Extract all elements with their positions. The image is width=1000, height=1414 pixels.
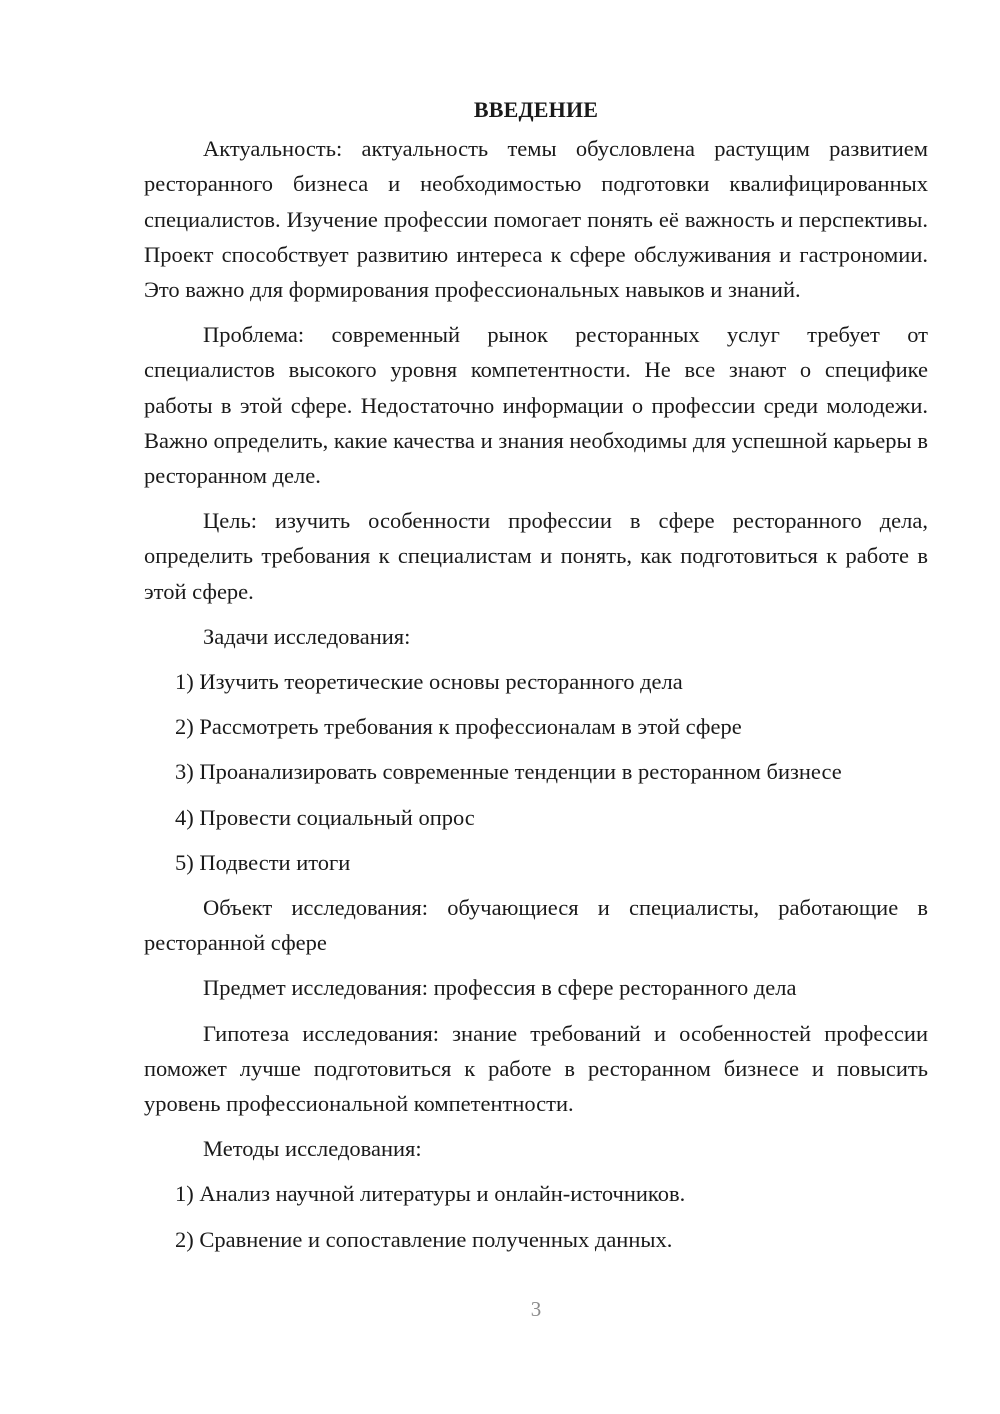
page-number: 3: [530, 1297, 542, 1321]
goal-paragraph: Цель: изучить особенности профессии в сфере ресторанного дела, определить требования к специалистам и понять, как подготовиться к работе в этой сфере.: [144, 508, 928, 604]
task-item-3: 3) Проанализировать современные тенденции в ресторанном бизнесе: [175, 759, 842, 785]
page-title: ВВЕДЕНИЕ: [473, 97, 599, 122]
task-item-2: 2) Рассмотреть требования к профессионалам в этой сфере: [175, 714, 742, 740]
task-item-1: 1) Изучить теоретические основы ресторанного дела: [175, 669, 683, 695]
subject-paragraph: Предмет исследования: профессия в сфере ресторанного дела: [203, 975, 797, 1001]
relevance-paragraph: Актуальность: актуальность темы обусловлена растущим развитием ресторанного бизнеса и необходимостью подготовки квалифицированных специалистов. Изучение профессии помогает понять её важность и перспективы. Проект способствует развитию интереса к сфере обслуживания и гастрономии. Это важно для формирования профессиональных навыков и знаний.: [144, 136, 928, 303]
object-paragraph: Объект исследования: обучающиеся и специалисты, работающие в ресторанной сфере: [144, 895, 928, 956]
document-page: [144, 92, 928, 1267]
problem-paragraph: Проблема: современный рынок ресторанных услуг требует от специалистов высокого уровня компетентности. Не все знают о специфике работы в этой сфере. Недостаточно информации о профессии среди молодежи. Важно определить, какие качества и знания необходимы для успешной карьеры в ресторанном деле.: [144, 322, 928, 489]
task-item-4: 4) Провести социальный опрос: [175, 804, 475, 830]
hypothesis-paragraph: Гипотеза исследования: знание требований и особенностей профессии поможет лучше подготовиться к работе в ресторанном бизнесе и повысить уровень профессиональной компетентности.: [144, 1020, 928, 1117]
method-item-1: 1) Анализ научной литературы и онлайн-источников.: [175, 1181, 686, 1207]
tasks-label: Задачи исследования:: [203, 623, 411, 649]
methods-label: Методы исследования:: [203, 1136, 422, 1162]
task-item-5: 5) Подвести итоги: [175, 849, 351, 875]
method-item-2: 2) Сравнение и сопоставление полученных данных.: [175, 1226, 673, 1252]
